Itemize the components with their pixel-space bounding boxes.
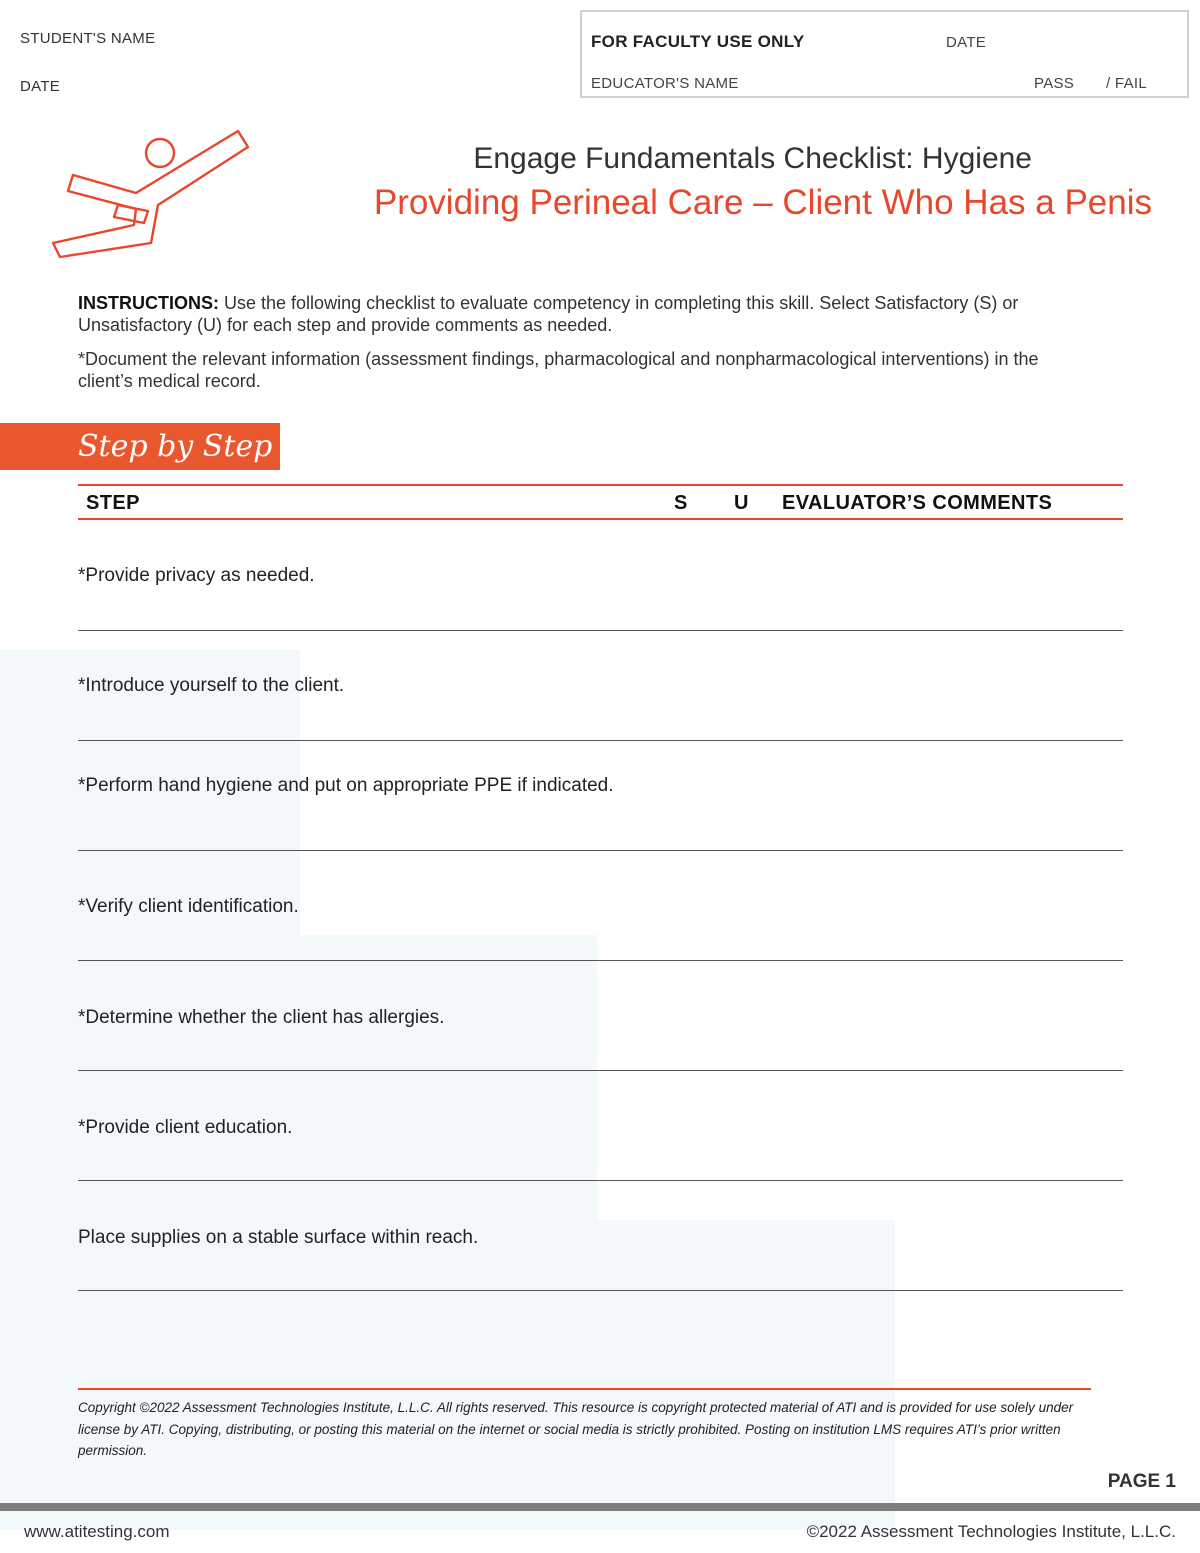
column-header-step: STEP [86,492,140,514]
pass-label: PASS [1034,75,1075,92]
step-text: *Provide privacy as needed. [78,565,315,586]
step-row [78,851,1123,961]
page-title: Engage Fundamentals Checklist: Hygiene [473,142,1032,175]
instructions-paragraph [78,292,1078,336]
table-header [78,484,1123,520]
step-text: *Provide client education. [78,1117,293,1138]
date-label: DATE [20,78,61,95]
faculty-use-box [580,10,1189,98]
section-banner-label: Step by Step [78,429,273,464]
footer-company: ©2022 Assessment Technologies Institute, L.L.C. [806,1522,1176,1541]
column-header-s: S [674,492,688,514]
instructions-note: *Document the relevant information (assessment findings, pharmacological and nonpharmacological interventions) in the client’s medical record. [78,349,1039,391]
step-text: *Perform hand hygiene and put on appropriate PPE if indicated. [78,775,614,796]
footer-divider [0,1503,1200,1511]
step-row [78,521,1123,631]
faculty-use-title: FOR FACULTY USE ONLY [591,32,805,51]
step-text: *Verify client identification. [78,896,299,917]
copyright-divider [78,1388,1091,1390]
step-row [78,1181,1123,1291]
copyright-notice: Copyright ©2022 Assessment Technologies Institute, L.L.C. All rights reserved. This resource is copyright protected material of ATI and is provided for use solely under license by ATI. Copying, distributing, or posting this material on the internet or social media is strictly prohibited. Posting on institution LMS requires ATI’s prior written permission. [78,1400,1074,1458]
step-row [78,961,1123,1071]
section-banner [0,423,280,470]
footer-website-link[interactable]: www.atitesting.com [24,1522,170,1541]
step-row [78,1071,1123,1181]
instructions [78,292,1078,404]
step-row [78,631,1123,741]
instructions-label: INSTRUCTIONS: [78,293,219,313]
page-number: PAGE 1 [1107,1471,1176,1492]
column-header-u: U [734,492,749,514]
step-text: *Introduce yourself to the client. [78,675,345,696]
instructions-text: Use the following checklist to evaluate competency in completing this skill. Select Satisfactory (S) or Unsatisfactory (U) for each step and provide comments as needed. [78,293,1019,335]
step-text: Place supplies on a stable surface within reach. [78,1227,479,1248]
fail-label: / FAIL [1106,75,1147,92]
step-text: *Determine whether the client has allergies. [78,1007,445,1028]
educator-name-label: EDUCATOR'S NAME [591,75,739,92]
student-name-label: STUDENT'S NAME [20,30,156,47]
step-row [78,741,1123,851]
faculty-date-label: DATE [946,34,987,51]
ati-logo-icon [48,125,253,270]
page-subtitle: Providing Perineal Care – Client Who Has a Penis [373,183,1152,222]
column-header-comments: EVALUATOR’S COMMENTS [782,492,1053,514]
